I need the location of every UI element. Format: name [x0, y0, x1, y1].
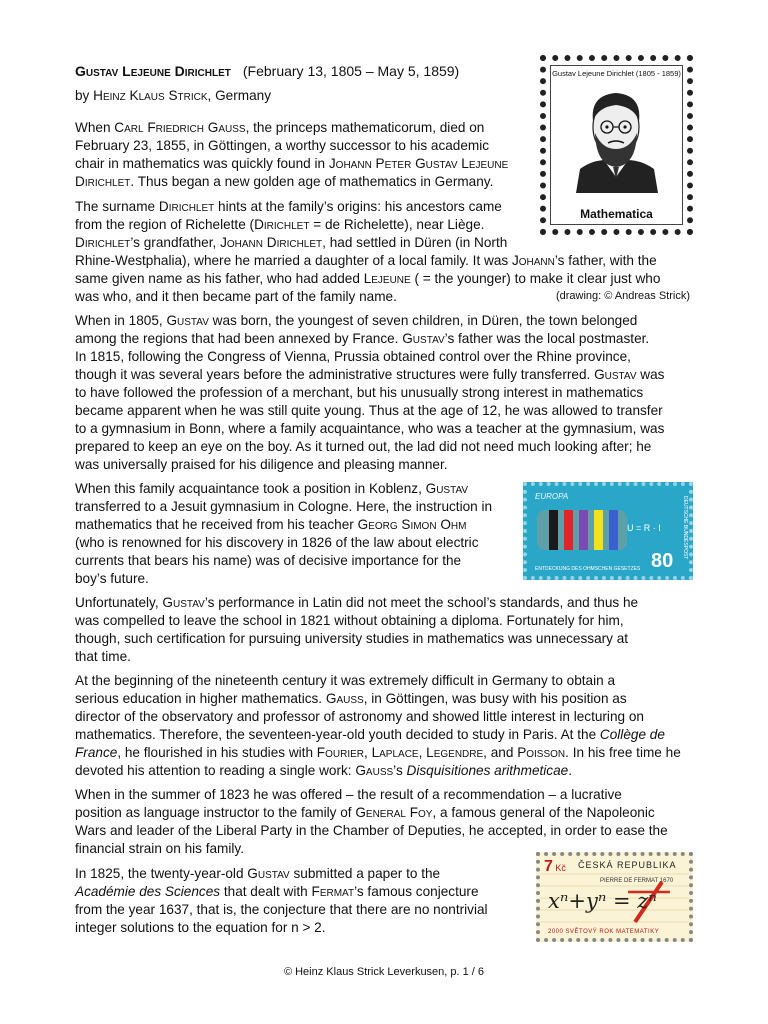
text-run: ’s father was the local postmaster.: [444, 331, 650, 346]
text-run: to have followed the profession of a merchant, but his unusually strong interest in mathematics: [75, 385, 644, 400]
text-run: When in 1805,: [75, 313, 167, 328]
text-run: director of the observatory and professor of astronomy and showed little interest in lecturing on: [75, 709, 644, 724]
text-run: Fermat: [311, 884, 355, 899]
text-run: Gustav: [166, 313, 209, 328]
text-run: to a gymnasium in Bonn, where a family acquaintance, who was a teacher at the gymnasium, was: [75, 421, 665, 436]
byline-prefix: by: [75, 88, 94, 103]
text-run: among the regions that had been annexed by France.: [75, 331, 403, 346]
text-run: , had settled in Düren (in North: [322, 235, 508, 250]
text-run: Disquisitiones arithmeticae: [406, 763, 569, 778]
text-run: February 23, 1855, in Göttingen, a worthy successor to his academic: [75, 138, 490, 153]
text-run: , the princeps mathematicorum, died on: [245, 120, 485, 135]
text-run: . In his free time he: [565, 745, 681, 760]
text-run: General Foy: [355, 805, 433, 820]
paragraph-8: [75, 865, 525, 937]
text-run: Johann: [511, 253, 555, 268]
text-run: ( = the younger) to make it clear just who: [410, 271, 661, 286]
text-run: Dirichlet: [75, 235, 131, 250]
text-run: France: [75, 745, 118, 760]
article-title: [75, 62, 459, 80]
text-run: At the beginning of the nineteenth century it was extremely difficult in Germany to obtain a: [75, 673, 616, 688]
text-run: ,: [418, 745, 427, 760]
text-run: ,: [364, 745, 372, 760]
paragraph-7: [75, 786, 700, 858]
byline: [75, 88, 271, 103]
text-run: Dirichlet: [254, 217, 310, 232]
text-run: In 1825, the twenty-year-old: [75, 866, 248, 881]
text-run: , he flourished in his studies with: [117, 745, 317, 760]
text-run: Wars and leader of the Liberal Party in the Chamber of Deputies, he accepted, in order to ease the: [75, 823, 668, 838]
portrait-stamp-label: Mathematica: [580, 207, 653, 221]
text-run: boy’s future.: [75, 571, 149, 586]
text-run: . Thus began a new golden age of mathematics in Germany.: [130, 174, 494, 189]
text-run: Gustav: [402, 331, 445, 346]
text-run: integer solutions to the equation for n > 2.: [75, 920, 326, 935]
text-run: currents that bears his name) was of decisive importance for the: [75, 553, 462, 568]
fermat-stamp: [536, 852, 693, 942]
europa-stamp: [523, 482, 693, 580]
text-run: same given name as his father, who had added: [75, 271, 364, 286]
text-run: Laplace: [371, 745, 419, 760]
text-run: ’s father, with the: [554, 253, 657, 268]
text-run: was universally praised for his diligence and pleasing manner.: [75, 457, 448, 472]
text-run: Dirichlet: [158, 199, 215, 214]
text-run: Gauss: [355, 763, 394, 778]
paragraph-6: [75, 672, 700, 780]
text-run: from the year 1637, that is, the conjecture that there are no nontrivial: [75, 902, 488, 917]
europa-brand: EUROPA: [535, 492, 569, 501]
text-run: In 1815, following the Congress of Vienna, Prussia obtained control over the Rhine province,: [75, 349, 631, 364]
text-run: = de Richelette), near Liège.: [309, 217, 485, 232]
drawing-credit: (drawing: © Andreas Strick): [555, 290, 690, 302]
fermat-country: ČESKÁ REPUBLIKA: [578, 860, 677, 870]
text-run: submitted a paper to the: [289, 866, 441, 881]
europa-country: DEUTSCHE BUNDESPOST: [682, 496, 688, 560]
text-run: When in the summer of 1823 he was offered – the result of a recommendation – a lucrative: [75, 787, 622, 802]
text-run: , in Göttingen, was busy with his position as: [363, 691, 627, 706]
text-run: Lejeune: [363, 271, 411, 286]
text-run: mathematics. Therefore, the seventeen-year-old youth decided to study in Paris. At the: [75, 727, 600, 742]
text-run: Georg Simon Ohm: [357, 517, 467, 532]
text-run: , a famous general of the Napoleonic: [432, 805, 655, 820]
text-run: serious education in higher mathematics.: [75, 691, 326, 706]
paragraph-3: [75, 312, 700, 474]
text-run: was: [636, 367, 665, 382]
text-run: was born, the youngest of seven children, in Düren, the town belonged: [208, 313, 638, 328]
europa-stamp-value: 80: [651, 550, 674, 572]
text-run: from the region of Richelette (: [75, 217, 255, 232]
text-run: Fourier: [316, 745, 364, 760]
text-run: Académie des Sciences: [75, 884, 221, 899]
text-run: ’s famous conjecture: [354, 884, 479, 899]
text-run: position as language instructor to the family of: [75, 805, 356, 820]
text-run: Collège de: [599, 727, 665, 742]
text-run: (who is renowned for his discovery in 1826 of the law about electric: [75, 535, 479, 550]
text-run: When this family acquaintance took a position in Koblenz,: [75, 481, 426, 496]
text-run: became apparent when he was still quite young. Thus at the age of 12, he was allowed to transfer: [75, 403, 663, 418]
text-run: Rhine-Westphalia), where he married a daughter of a local family. It was: [75, 253, 512, 268]
text-run: Dirichlet: [75, 174, 131, 189]
text-run: chair in mathematics was quickly found in: [75, 156, 329, 171]
paragraph-4: [75, 480, 515, 588]
text-run: prepared to keep an eye on the boy. As it turned out, the lad did not need much looking after; he: [75, 439, 652, 454]
fermat-year-caption: 2000 SVĚTOVÝ ROK MATEMATIKY: [548, 929, 660, 935]
text-run: ’s grandfather,: [130, 235, 221, 250]
text-run: devoted his attention to reading a single work:: [75, 763, 356, 778]
paragraph-1: [75, 119, 515, 191]
text-run: , and: [483, 745, 518, 760]
text-run: .: [568, 763, 572, 778]
text-run: Carl Friedrich Gauss: [114, 120, 246, 135]
text-run: was compelled to leave the school in 1821 without obtaining a diploma. Fortunately for him,: [75, 613, 624, 628]
text-run: Gustav: [247, 866, 290, 881]
text-run: that dealt with: [220, 884, 312, 899]
text-run: Johann Dirichlet: [220, 235, 323, 250]
europa-caption: ENTDECKUNG DES OHMSCHEN GESETZES: [535, 566, 641, 572]
text-run: that time.: [75, 649, 131, 664]
text-run: Legendre: [426, 745, 484, 760]
text-run: ’s performance in Latin did not meet the school’s standards, and thus he: [204, 595, 639, 610]
text-run: ’s: [393, 763, 407, 778]
text-run: though, such certification for pursuing university studies in mathematics was unnecessary at: [75, 631, 629, 646]
page-footer: © Heinz Klaus Strick Leverkusen, p. 1 / 6: [283, 966, 485, 978]
text-run: Gauss: [325, 691, 364, 706]
fermat-value-unit: Kč: [555, 863, 566, 873]
fermat-equation: xⁿ+yⁿ = zⁿ: [548, 889, 657, 913]
paragraph-5: [75, 594, 700, 666]
text-run: though it was several years before the administrative structures were fully transferred.: [75, 367, 595, 382]
fermat-value-number: 7: [544, 858, 553, 875]
author-name: Heinz Klaus Strick: [93, 88, 208, 103]
portrait-caption: Gustav Lejeune Dirichlet (1805 - 1859): [552, 69, 681, 78]
byline-suffix: , Germany: [207, 88, 272, 103]
fermat-stamp-value: [544, 858, 566, 876]
text-run: Gustav: [425, 481, 469, 496]
text-run: Gustav: [162, 595, 205, 610]
text-run: hints at the family’s origins: his ancestors came: [214, 199, 502, 214]
text-run: Gustav: [594, 367, 637, 382]
text-run: Unfortunately,: [75, 595, 163, 610]
text-run: Poisson: [517, 745, 566, 760]
text-run: Johann Peter Gustav Lejeune: [328, 156, 509, 171]
subject-name: Gustav Lejeune Dirichlet: [75, 63, 231, 79]
life-dates: (February 13, 1805 – May 5, 1859): [242, 63, 460, 79]
text-run: When: [75, 120, 115, 135]
portrait-drawing: [566, 81, 667, 196]
text-run: transferred to a Jesuit gymnasium in Cologne. Here, the instruction in: [75, 499, 493, 514]
text-run: The surname: [75, 199, 159, 214]
text-run: mathematics that he received from his teacher: [75, 517, 358, 532]
fermat-person: PIERRE DE FERMAT 1670: [600, 878, 674, 884]
text-run: was who, and it then became part of the family name.: [75, 289, 397, 304]
ohm-formula: U = R · I: [627, 523, 661, 533]
text-run: financial strain on his family.: [75, 841, 244, 856]
resistor-drawing: [537, 504, 629, 556]
